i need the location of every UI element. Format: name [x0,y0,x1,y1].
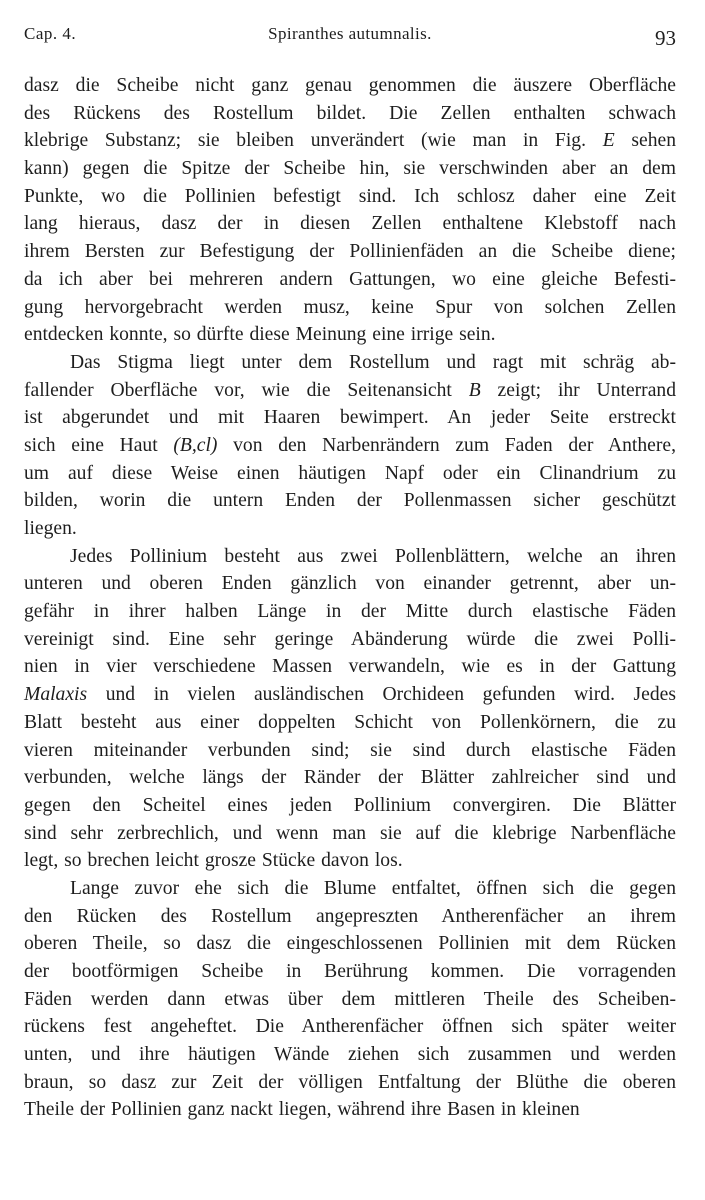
text-line: Malaxis und in vielen ausländischen Orchideen gefunden wird. Jedes [24,684,676,706]
text-line: kann) gegen die Spitze der Scheibe hin, sie verschwinden aber an dem [24,158,676,180]
italic-term: (B,cl) [173,434,218,456]
text-line: Fäden werden dann etwas über dem mittleren Theile des Scheiben- [24,988,676,1010]
text-line: fallender Oberfläche vor, wie die Seitenansicht B zeigt; ihr Unterrand [24,379,676,401]
paragraph [24,349,676,543]
running-header [24,20,676,54]
text-line: Blatt besteht aus einer doppelten Schicht von Pollenkörnern, die zu [24,711,676,733]
italic-term: E [602,130,615,152]
text-line: Punkte, wo die Pollinien befestigt sind. Ich schlosz daher eine Zeit [24,185,676,207]
text-line: klebrige Substanz; sie bleiben unverändert (wie man in Fig. E sehen [24,130,677,152]
text-line: oberen Theile, so dasz die eingeschlossenen Pollinien mit dem Rücken [24,933,676,955]
text-line: sich eine Haut (B,cl) von den Narbenrändern zum Faden der Anthere, [24,434,676,456]
book-page [24,20,676,1124]
text-line: Lange zuvor ehe sich die Blume entfaltet, öffnen sich die gegen [70,877,676,899]
text-line: Das Stigma liegt unter dem Rostellum und ragt mit schräg ab- [70,351,676,373]
text-line: des Rückens des Rostellum bildet. Die Zellen enthalten schwach [24,102,676,124]
text-line: der bootförmigen Scheibe in Berührung kommen. Die vorragenden [24,961,676,982]
text-line: Jedes Pollinium besteht aus zwei Pollenblättern, welche an ihren [70,545,676,567]
paragraph [24,875,676,1124]
paragraph [24,543,676,875]
text-line: rückens fest angeheftet. Die Antherenfächer öffnen sich später weiter [24,1016,676,1038]
italic-term: B [468,379,481,401]
text-line: bilden, worin die untern Enden der Pollenmassen sicher geschützt [24,490,676,512]
text-line: verbunden, welche längs der Ränder der Blätter zahlreicher sind und [24,767,676,789]
text-line: sind sehr zerbrechlich, und wenn man sie auf die klebrige Narbenfläche [24,822,676,844]
italic-term: Malaxis [24,684,88,706]
text-line: gung hervorgebracht werden musz, keine Spur von solchen Zellen [24,296,676,318]
text-line: ist abgerundet und mit Haaren bewimpert. An jeder Seite erstreckt [24,407,676,429]
text-line: unteren und oberen Enden gänzlich von einander getrennt, aber un- [24,573,676,595]
text-line: gefähr in ihrer halben Länge in der Mitte durch elastische Fäden [24,601,676,623]
text-line: gegen den Scheitel eines jeden Pollinium convergiren. Die Blätter [24,794,676,816]
text-line: legt, so brechen leicht grosze Stücke davon los. [24,850,403,872]
text-line: lang hieraus, dasz der in diesen Zellen enthaltene Klebstoff nach [24,213,676,235]
page-number: 93 [655,26,676,50]
text-line: vereinigt sind. Eine sehr geringe Abänderung würde die zwei Polli- [24,628,676,650]
running-title: Spiranthes autumnalis. [268,24,432,43]
text-line: dasz die Scheibe nicht ganz genau genommen die äuszere Oberfläche [24,75,676,96]
text-line: den Rücken des Rostellum angepreszten Antherenfächer an ihrem [24,905,676,927]
text-line: da ich aber bei mehreren andern Gattungen, wo eine gleiche Befesti- [24,268,676,290]
body-text [24,72,676,1124]
text-line: nien in vier verschiedene Massen verwandeln, wie es in der Gattung [24,656,676,678]
chapter-label: Cap. 4. [24,24,77,43]
text-line: um auf diese Weise einen häutigen Napf oder ein Clinandrium zu [24,462,676,484]
text-line: braun, so dasz zur Zeit der völligen Entfaltung der Blüthe die oberen [24,1071,676,1093]
paragraph [24,72,676,349]
text-line: unten, und ihre häutigen Wände ziehen sich zusammen und werden [24,1044,676,1066]
text-line: vieren miteinander verbunden sind; sie sind durch elastische Fäden [24,739,676,761]
text-line: entdecken konnte, so dürfte diese Meinung eine irrige sein. [24,324,496,346]
text-line: Theile der Pollinien ganz nackt liegen, während ihre Basen in kleinen [24,1099,580,1121]
text-line: ihrem Bersten zur Befestigung der Pollinienfäden an die Scheibe diene; [24,241,676,263]
text-line: liegen. [24,518,77,539]
